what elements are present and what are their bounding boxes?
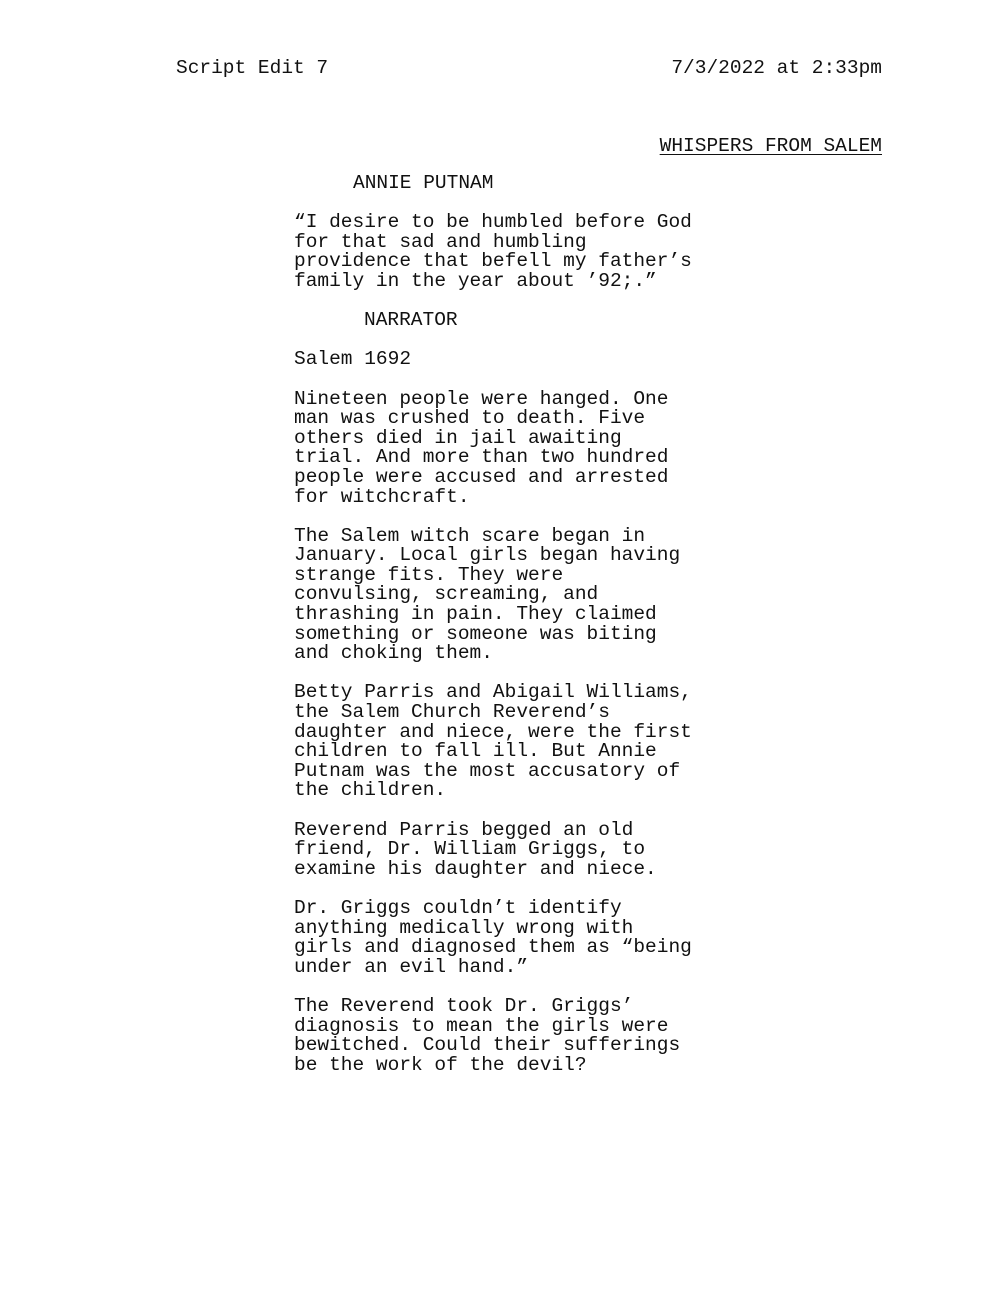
paragraph-line: thrashing in pain. They claimed [294, 603, 657, 626]
script-body [294, 174, 724, 1095]
paragraph-line: The Salem witch scare began in [294, 524, 646, 547]
paragraph [294, 387, 724, 508]
dialogue-line: for that sad and humbling [294, 230, 587, 253]
paragraph-line: The Reverend took Dr. Griggs’ [294, 994, 634, 1017]
paragraph-line: Putnam was the most accusatory of [294, 759, 681, 782]
paragraph [294, 524, 724, 665]
paragraph-line: and choking them. [294, 642, 493, 665]
dialogue-quote [294, 213, 724, 291]
paragraph-line: Salem 1692 [294, 348, 412, 371]
paragraph-line: diagnosis to mean the girls were [294, 1014, 669, 1037]
paragraph-line: man was crushed to death. Five [294, 407, 646, 430]
paragraph-line: children to fall ill. But Annie [294, 740, 657, 763]
character-cue-annie-putnam: ANNIE PUTNAM [353, 172, 494, 194]
script-edit-label: Script Edit 7 [176, 57, 329, 79]
paragraph-line: something or someone was biting [294, 622, 657, 645]
paragraph-line: under an evil hand.” [294, 955, 529, 978]
paragraph-line: Betty Parris and Abigail Williams, [294, 681, 692, 704]
character-cue-narrator: NARRATOR [364, 309, 458, 332]
paragraph [294, 350, 724, 370]
paragraph [294, 818, 724, 880]
paragraph-line: for witchcraft. [294, 485, 470, 508]
paragraph-line: the children. [294, 779, 447, 802]
paragraph-line: girls and diagnosed them as “being [294, 936, 692, 959]
paragraph-line: examine his daughter and niece. [294, 857, 657, 880]
paragraph-line: trial. And more than two hundred [294, 446, 669, 469]
dialogue-line: family in the year about ’92;.” [294, 269, 657, 292]
timestamp: 7/3/2022 at 2:33pm [671, 57, 882, 79]
dialogue-line: “I desire to be humbled before God [294, 211, 692, 234]
paragraph [294, 994, 724, 1076]
paragraph-line: strange fits. They were [294, 563, 564, 586]
paragraph-line: others died in jail awaiting [294, 426, 622, 449]
paragraph-line: anything medically wrong with [294, 916, 634, 939]
paragraph-line: convulsing, screaming, and [294, 583, 599, 606]
script-title: WHISPERS FROM SALEM [659, 135, 882, 157]
paragraph-line: bewitched. Could their sufferings [294, 1034, 681, 1057]
paragraph [294, 683, 724, 801]
paragraph-line: Dr. Griggs couldn’t identify [294, 896, 622, 919]
paragraph-line: friend, Dr. William Griggs, to [294, 838, 646, 861]
paragraph-line: be the work of the devil? [294, 1053, 587, 1076]
paragraph-line: daughter and niece, were the first [294, 720, 692, 743]
paragraph-line: people were accused and arrested [294, 465, 669, 488]
paragraph-line: January. Local girls began having [294, 544, 681, 567]
paragraph [294, 896, 724, 978]
paragraph-line: Nineteen people were hanged. One [294, 387, 669, 410]
paragraph-line: the Salem Church Reverend’s [294, 701, 610, 724]
paragraph-line: Reverend Parris begged an old [294, 818, 634, 841]
dialogue-line: providence that befell my father’s [294, 250, 692, 273]
